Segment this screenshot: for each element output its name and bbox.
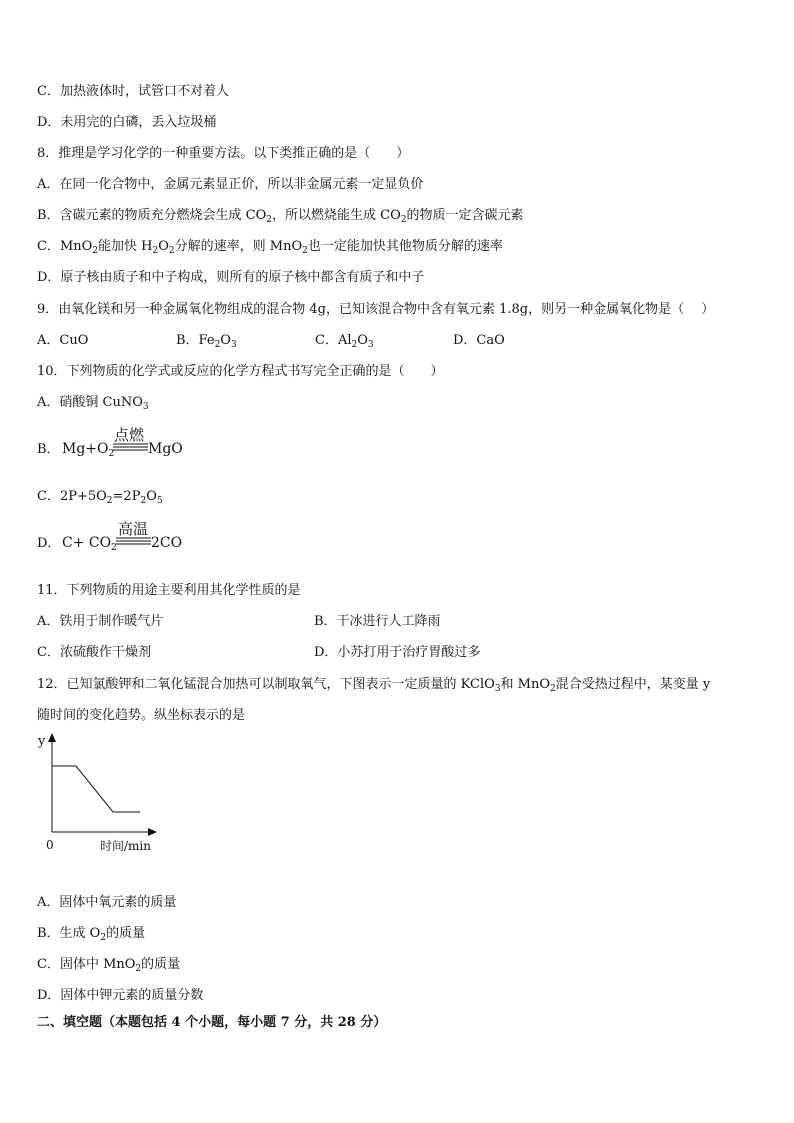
q9-option-c: C．$Al_2O_3$ (315, 333, 374, 350)
y-axis-label: y (38, 734, 46, 749)
q12-option-b: B．生成 $O_2$的质量 (37, 926, 146, 943)
q9-option-a: A．CuO (37, 333, 89, 348)
q9-stem: 9．由氧化镁和另一种金属氧化物组成的混合物 4g，已知该混合物中含有氧元素 1.8g，则另一种金属氧化物是（ ） (37, 302, 715, 317)
q10-option-d-right: 2CO (151, 535, 183, 551)
q9-option-b: B．$Fe_2O_3$ (176, 333, 237, 350)
q10-option-d-left: $C+ CO_2$ (62, 535, 117, 553)
q12-option-c: C．固体中 MnO$_2$的质量 (37, 957, 181, 974)
q10-stem: 10．下列物质的化学式或反应的化学方程式书写完全正确的是（ ） (37, 364, 444, 379)
q11-option-a: A．铁用于制作暖气片 (37, 614, 164, 629)
q7-option-d: D．未用完的白磷，丢入垃圾桶 (37, 115, 217, 130)
q9-option-d: D．CaO (453, 333, 505, 348)
q8-option-a: A．在同一化合物中，金属元素显正价，所以非金属元素一定显负价 (37, 177, 424, 192)
q11-option-d: D．小苏打用于治疗胃酸过多 (314, 645, 481, 660)
trend-line (52, 766, 140, 812)
q8-option-b: B．含碳元素的物质充分燃烧会生成 $CO_2$，所以燃烧能生成 $CO_2$的物质一定含碳元素 (37, 208, 524, 225)
q10-option-b-label: B． (37, 442, 60, 457)
q11-option-b: B．干冰进行人工降雨 (314, 614, 441, 629)
origin-label: 0 (46, 838, 54, 852)
q10-option-a: A．硝酸铜 CuNO$_3$ (37, 395, 149, 412)
q11-stem: 11．下列物质的用途主要利用其化学性质的是 (37, 583, 301, 598)
q12-option-d: D．固体中钾元素的质量分数 (37, 988, 204, 1003)
y-axis-arrow-icon (48, 733, 56, 742)
q7-option-c: C．加热液体时，试管口不对着人 (37, 84, 229, 99)
q11-option-c: C．浓硫酸作干燥剂 (37, 645, 151, 660)
q8-option-c: C．MnO$_2$能加快 $H_2O_2$分解的速率，则 MnO$_2$也一定能加快其他物质分解的速率 (37, 239, 503, 256)
x-axis-arrow-icon (148, 828, 157, 836)
section-2-heading: 二、填空题（本题包括 4 个小题，每小题 7 分，共 28 分） (37, 1015, 387, 1030)
q12-stem-line2: 随时间的变化趋势。纵坐标表示的是 (37, 708, 246, 723)
q10-option-d-condition: 高温 (118, 520, 149, 538)
q10-option-d-label: D． (37, 536, 61, 551)
x-axis-label: 时间/min (100, 839, 151, 853)
q12-stem: 12．已知氯酸钾和二氧化锰混合加热可以制取氧气，下图表示一定质量的 KClO$_3$和 MnO$_2$混合受热过程中，某变量 y (37, 677, 711, 694)
q8-stem: 8．推理是学习化学的一种重要方法。以下类推正确的是（ ） (37, 146, 410, 161)
q8-option-d: D．原子核由质子和中子构成，则所有的原子核中都含有质子和中子 (37, 270, 425, 285)
q12-option-a: A．固体中氧元素的质量 (37, 895, 177, 910)
q10-option-b-right: MgO (148, 441, 183, 457)
q10-option-b-condition: 点燃 (114, 426, 145, 444)
q10-option-b-left: $Mg+O_2$ (62, 441, 115, 459)
q10-option-c: C．$2P+5O_2=2P_2O_5$ (37, 489, 163, 506)
q10-option-d-equals-icon (116, 537, 152, 545)
q12-graph (30, 728, 170, 858)
q10-option-b-equals-icon (113, 443, 149, 451)
